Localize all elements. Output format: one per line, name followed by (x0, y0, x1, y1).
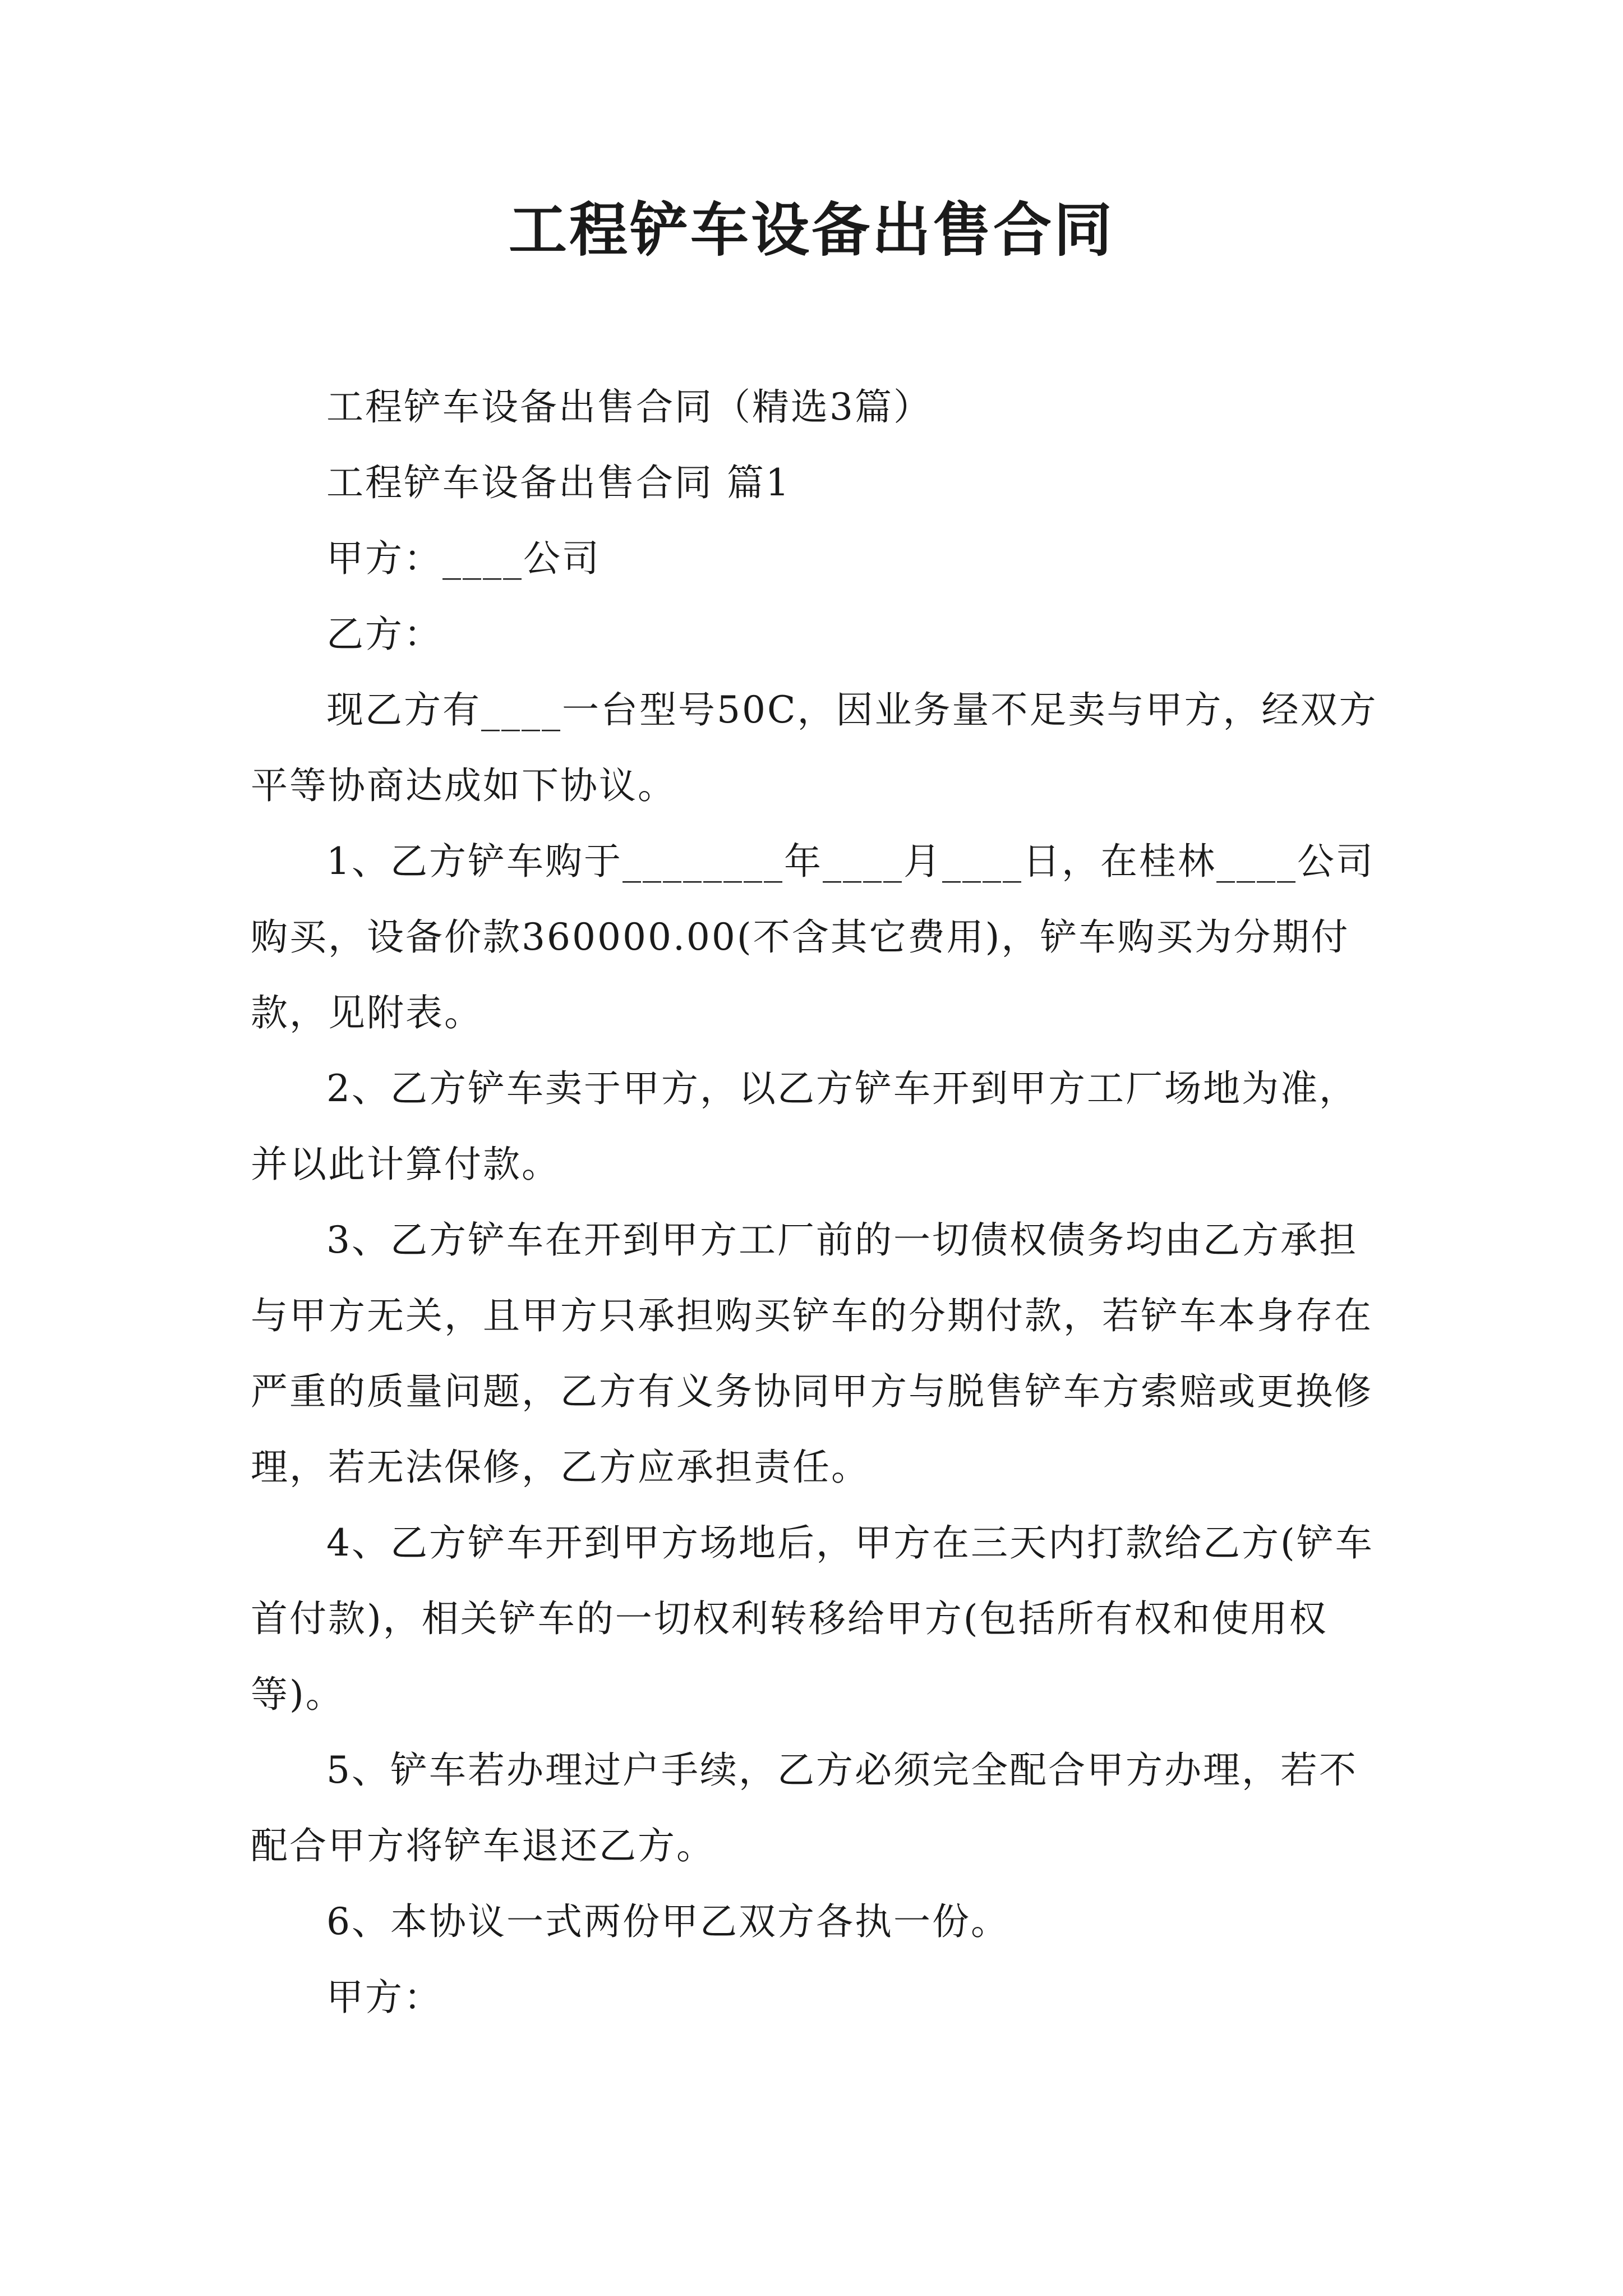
clause-1: 1、乙方铲车购于________年____月____日，在桂林____公司购买，设备价款360000.00(不含其它费用)，铲车购买为分期付款，见附表。 (251, 840, 1375, 1034)
section-heading: 工程铲车设备出售合同 篇1 (326, 461, 791, 504)
clause-5: 5、铲车若办理过户手续，乙方必须完全配合甲方办理，若不配合甲方将铲车退还乙方。 (251, 1749, 1358, 1867)
clause-6: 6、本协议一式两份甲乙双方各执一份。 (326, 1900, 1009, 1943)
party-b-line: 乙方： (326, 613, 442, 656)
subtitle-paragraph: 工程铲车设备出售合同（精选3篇） (326, 385, 932, 429)
document-body (251, 369, 1384, 2035)
clause-3: 3、乙方铲车在开到甲方工厂前的一切债权债务均由乙方承担与甲方无关，且甲方只承担购买铲车的分期付款，若铲车本身存在严重的质量问题，乙方有义务协同甲方与脱售铲车方索赔或更换修理，若无法保修，乙方应承担责任。 (251, 1218, 1373, 1489)
clause-4: 4、乙方铲车开到甲方场地后，甲方在三天内打款给乙方(铲车首付款)，相关铲车的一切权利转移给甲方(包括所有权和使用权等)。 (251, 1521, 1374, 1716)
intro-paragraph: 现乙方有____一台型号50C，因业务量不足卖与甲方，经双方平等协商达成如下协议。 (251, 688, 1378, 807)
document-title: 工程铲车设备出售合同 (508, 195, 1114, 264)
clause-2: 2、乙方铲车卖于甲方，以乙方铲车开到甲方工厂场地为准，并以此计算付款。 (251, 1067, 1358, 1186)
party-a-line: 甲方：____公司 (326, 537, 601, 580)
signature-party-a: 甲方： (326, 1976, 442, 2019)
